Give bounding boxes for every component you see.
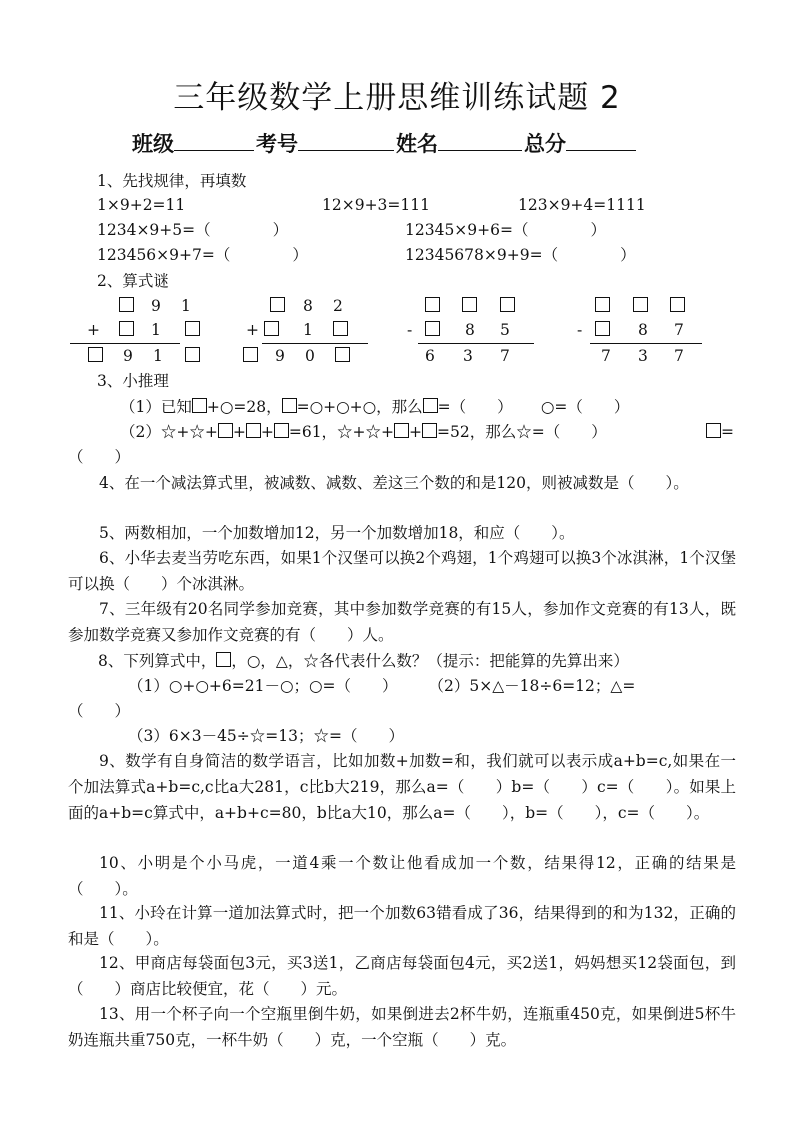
question-11: 11、小玲在计算一道加法算式时，把一个加数63错看成了36，结果得到的和为132，正确的和是（ ）。 [68,904,736,948]
puzzle-rule [70,343,180,344]
puzzle-rule [418,343,534,344]
puzzle-digit: 9 [151,297,161,315]
blank-box[interactable] [88,346,103,366]
name-blank[interactable] [438,130,522,151]
name-label: 姓名 [396,132,438,156]
puzzle-digit: 1 [153,347,163,365]
class-label: 班级 [132,132,174,156]
page-title: 三年级数学上册思维训练试题 2 [173,80,621,116]
q8-line-2: （ ） [68,702,131,720]
q8-line-3: （3）6×3－45÷☆=13；☆=（ ） [128,727,404,745]
blank-box[interactable] [423,398,438,413]
puzzle-operator: + [246,321,259,339]
exam-no-label: 考号 [256,132,298,156]
puzzle-rule [262,343,368,344]
blank-box[interactable] [218,423,233,438]
q1-line: 123×9+4=1111 [518,196,646,214]
blank-box[interactable] [425,296,440,316]
q3-heading: 3、小推理 [97,372,169,390]
q1-heading: 1、先找规律，再填数 [97,172,247,190]
question-4: 4、在一个减法算式里，被减数、减数、差这三个数的和是120，则被减数是（ ）。 [99,474,689,492]
puzzle-digit: 9 [123,347,133,365]
blank-box[interactable] [192,398,207,413]
puzzle-operator: - [407,321,413,339]
puzzle-digit: 6 [425,347,435,365]
puzzle-digit: 1 [303,321,313,339]
question-12: 12、甲商店每袋面包3元，买3送1，乙商店每袋面包4元，买2送1，妈妈想买12袋面包，到（ ）商店比较便宜，花（ ）元。 [68,954,736,998]
puzzle-digit: 7 [601,347,611,365]
q2-heading: 2、算式谜 [97,272,169,290]
question-7: 7、三年级有20名同学参加竞赛，其中参加数学竞赛的有15人，参加作文竞赛的有13人，既参加数学竞赛又参加作文竞赛的有（ ）人。 [68,600,736,644]
blank-box[interactable] [670,296,685,316]
blank-box[interactable] [119,320,134,340]
student-info-line [132,128,638,158]
blank-box[interactable] [264,320,279,340]
question-5: 5、两数相加，一个加数增加12，另一个加数增加18，和应（ ）。 [99,524,575,542]
q1-line: 12345678×9+9=（ ） [405,246,636,264]
blank-box[interactable] [270,296,285,316]
question-10: 10、小明是个小马虎，一道4乘一个数让他看成加一个数，结果得12，正确的结果是（ ）。 [68,854,736,898]
puzzle-digit: 9 [275,347,285,365]
q1-line: 1×9+2=11 [97,196,186,214]
score-label: 总分 [524,132,566,156]
puzzle-digit: 7 [674,321,684,339]
blank-box[interactable] [185,346,200,366]
blank-box[interactable] [119,296,134,316]
puzzle-digit: 0 [305,347,315,365]
q8-line-1: （1）○+○+6=21－○；○=（ ） （2）5×△－18÷6=12；△= [128,677,636,695]
blank-box[interactable] [595,320,610,340]
blank-box[interactable] [185,320,200,340]
puzzle-digit: 8 [465,321,475,339]
puzzle-operator: + [87,321,100,339]
blank-box[interactable] [282,398,297,413]
blank-box[interactable] [216,652,231,667]
puzzle-digit: 1 [151,321,161,339]
blank-box[interactable] [462,296,477,316]
puzzle-digit: 5 [500,321,510,339]
puzzle-digit: 3 [463,347,473,365]
q1-line: 1234×9+5=（ ） [97,221,289,239]
question-6: 6、小华去麦当劳吃东西，如果1个汉堡可以换2个鸡翅，1个鸡翅可以换3个冰淇淋，1个汉堡可以换（ ）个冰淇淋。 [68,549,736,593]
blank-box[interactable] [706,423,721,438]
blank-box[interactable] [500,296,515,316]
blank-box[interactable] [633,296,648,316]
q1-line: 12×9+3=111 [322,196,430,214]
puzzle-digit: 3 [638,347,648,365]
blank-box[interactable] [425,320,440,340]
q3-line-2: （2）☆+☆+ + + =61，☆+☆+ + =52，那么☆=（ ） [120,423,646,441]
blank-box[interactable] [246,423,261,438]
exam-no-blank[interactable] [298,130,394,151]
puzzle-rule [590,343,702,344]
q3-line-1: （1）已知 +○=28， =○+○+○，那么 =（ ） ○=（ ） [120,398,630,416]
puzzle-digit: 8 [303,297,313,315]
blank-box[interactable] [335,346,350,366]
q3-line-2-wrap: （ ） [68,448,131,466]
puzzle-digit: 7 [674,347,684,365]
question-9: 9、数学有自身简洁的数学语言，比如加数+加数=和，我们就可以表示成a+b=c,如果在一个加法算式a+b=c,c比a大281，c比b大219，那么a=（ ）b=（ ）c=（ ）。如果上面的a+b=c算式中，a+b+c=80，b比a大10，那么a=（ ），b=（ ），c=（ ）。 [68,752,736,822]
blank-box[interactable] [333,320,348,340]
blank-box[interactable] [422,423,437,438]
puzzle-digit: 2 [333,297,343,315]
q8-heading: 8、下列算式中， ，○，△，☆各代表什么数？（提示：把能算的先算出来） [98,652,629,670]
class-blank[interactable] [174,130,254,151]
blank-box[interactable] [595,296,610,316]
q3-line-2-tail: = [706,422,734,442]
puzzle-digit: 7 [500,347,510,365]
q1-line: 123456×9+7=（ ） [97,246,308,264]
blank-box[interactable] [394,423,409,438]
puzzle-digit: 8 [638,321,648,339]
blank-box[interactable] [274,423,289,438]
puzzle-digit: 1 [181,297,191,315]
question-13: 13、用一个杯子向一个空瓶里倒牛奶，如果倒进去2杯牛奶，连瓶重450克，如果倒进5杯牛奶连瓶共重750克，一杯牛奶（ ）克，一个空瓶（ ）克。 [68,1005,736,1049]
puzzle-operator: - [577,321,583,339]
score-blank[interactable] [566,130,636,151]
q1-line: 12345×9+6=（ ） [405,221,606,239]
blank-box[interactable] [243,346,258,366]
